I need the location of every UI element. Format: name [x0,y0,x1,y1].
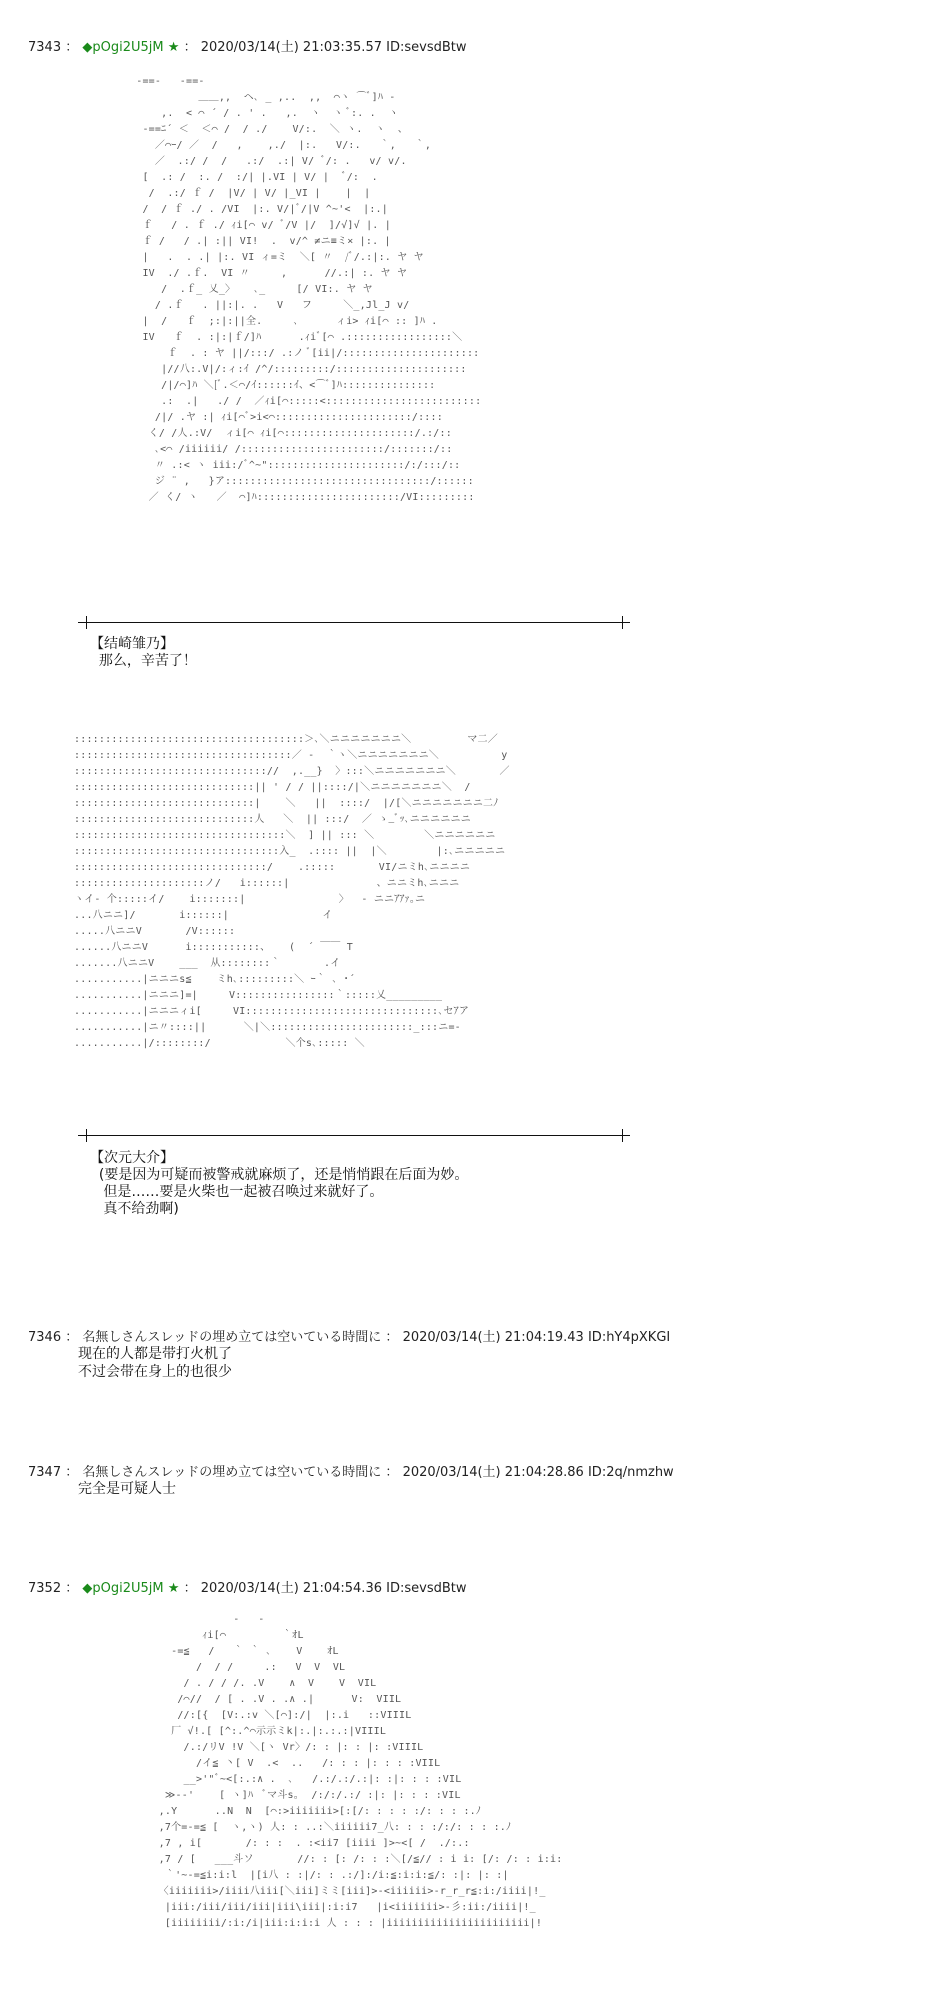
post-header-7347 [28,1461,674,1480]
separator: ： [385,1330,399,1345]
separator: ： [385,1465,399,1480]
divider-cross-left [86,1129,87,1142]
post-number: 7343 [28,40,62,55]
post-id: ID:sevsdBtw [386,1581,467,1596]
separator: ： [65,1465,79,1480]
post-number: 7346 [28,1330,62,1345]
post-datetime: 2020/03/14(土) 21:04:54.36 [200,1581,382,1596]
post-header-7352 [28,1577,467,1596]
separator: ： [183,1581,197,1596]
caption-hinano: 【结崎雏乃】 那么，辛苦了！ [90,636,197,669]
post-line: 完全是可疑人士 [78,1481,176,1497]
post-header-7343 [28,36,467,55]
post-body-7347 [78,1480,176,1498]
tripcode: pOgi2U5jM [92,1581,164,1596]
divider-cross-right [622,1129,623,1142]
separator: ： [65,40,79,55]
post-datetime: 2020/03/14(土) 21:03:35.57 [200,40,382,55]
divider-line [78,622,630,623]
tripcode: pOgi2U5jM [92,40,164,55]
post-datetime: 2020/03/14(土) 21:04:19.43 [402,1330,584,1345]
post-id: ID:hY4pXKGI [587,1330,671,1345]
divider-cross-left [86,616,87,629]
post-id: ID:2q/nmzhw [587,1465,674,1480]
post-line: 现在的人都是带打火机了 [78,1346,232,1362]
trip-mark-icon: ◆ [82,1581,93,1596]
post-body-7346 [78,1345,232,1381]
separator: ： [65,1330,79,1345]
post-number: 7352 [28,1581,62,1596]
poster-name: 名無しさんスレッドの埋め立ては空いている時間に [82,1330,382,1345]
separator: ： [183,40,197,55]
star-icon: ★ [167,40,180,55]
divider-cross-right [622,616,623,629]
ascii-art-jigen: :::::::::::::::::::::::::::::::::::::＞､＼ニニニニニニニ＼ マ二／ :::::::::::::::::::::::::::::::::::／ - ｀ヽ＼ニニニニニニニ＼ y :::::::::::::::::::::::::::::::// ,.__} 〉:::＼ニニニニニニニ＼ ／ :::::::::::::::::::::::::::::|| ' / / ||::::/|＼ニニニニニニニ＼ / :::::::::::::::::::::::::::::| ＼ || ::::/ |/[＼ニニニニニニニ二ﾉ :::::::::::::::::::::::::::::人 ＼ || :::/ ／ ゝ_ﾞｯ､ニニニニニニ ::::::::::::::::::::::::::::::::::＼ ] || ::: ＼ ＼ニニニニニニ :::::::::::::::::::::::::::::::::入_ .:::: || |＼ |:､ニニニニニ :::::::::::::::::::::::::::::::/ .::::: VI/ニミh､ニニニニ :::::::::::::::::::::ノ/ i::::::| 、ニニミh､ニニニ ヽイ- 个:::::イ/ i:::::::| 〉 - ニニｱｱｧ｡ニ ...八ニニ]/ i::::::| イ .....八ニニV /V:::::: ......八ニニV i:::::::::::、 ( ´ ￣￣ T .......八ニニV ___ 从::::::::｀ .イ ...........|ニニニs≦ ミh､:::::::::＼ ｰ｀ ､ ･´ ...........|ニニニ]=| V::::::::::::::::｀:::::乂_________ ...........|ニニニィi[ VI:::::::::::::::::::::::::::::::､セｱア ...........|ニ〃::::|| ＼|＼:::::::::::::::::::::::_:::ニ=- ...........|/::::::::/ ＼个s､::::: ＼ [74,734,510,1049]
trip-mark-icon: ◆ [82,40,93,55]
separator: ： [65,1581,79,1596]
ascii-art-lupin: - - ｨi[⌒ ｀ｵL -=≦ / ｀ ｀ ､ V ｵL / / / .: V V VL / . / / /. .V ∧ V V VIL /⌒// / [ . .V . .∧ .| V: VIIL //:[{ [V:.:v ＼[⌒]:/| |:.i ::VIIIL 厂 √!.[ [^:.^⌒示示ミk|:.|:.:.:|VIIIL /.:/リV !V ＼[ヽ Vr〉/: : |: : |: :VIIIL /イ≦ 丶[ V .< .. /: : : |: : : :VIIL __>'"ﾞ~<[:.:∧ . ､ /.:/.:/.:|: :|: : : :VIL ≫-‐' [ ヽ]ﾊ ﾞマ斗s｡ /:/:/.:/ :|: |: : : :VIL ,.Y ..N N [⌒:>iiiiiii>[:[/: : : : :/: : : :.ﾉ ,7个=-=≦ [ ヽ,ヽ) 人: : ..:＼iiiiii7_八: : : :/:/: : : :.ﾉ ,7 , i[ /: : : . :<ii7 [iiii ]>~<[ / ./:.: ,7 / [ ___斗ソ //: : [: /: : :＼[/≦// : i i: [/: /: : i:i: ｀'~-=≦i:i:l |[i八 : :|/: : .:/]:/i:≦:i:i:≦/: :|: |: :| 〈iiiiiii>/iiii八iii[＼iii]ミミ[iii]>-<iiiiii>-r_r_r≦:i:/iiii|!_ |iii:/iii/iii/iii|iii\iii|:i:i7 |i<iiiiiii>-彡:ii:/iiii|!_ [iiiiiiii/:i:/i|iii:i:i:i 人 : : : |iiiiiiiiiiiiiiiiiiiiiii|! [158,1614,563,1929]
post-datetime: 2020/03/14(土) 21:04:28.86 [402,1465,584,1480]
star-icon: ★ [167,1581,180,1596]
caption-jigen: 【次元大介】 (要是因为可疑而被警戒就麻烦了，还是悄悄跟在后面为妙。 但是……要是火柴也一起被召唤过来就好了。 真不给劲啊) [90,1150,469,1217]
divider-line [78,1135,630,1136]
post-number: 7347 [28,1465,62,1480]
post-header-7346 [28,1326,670,1345]
ascii-art-hinano: -==- -==- ＿＿,, ヘ､ _ ,.. ,, ⌒ヽ ⌒ﾞ]ﾊ - ,. < ⌒ ´ / . ' . ,. ヽ ヽ ﾞ:. . ヽ -==ﾆ´ ＜ ＜⌒ / / ./ V/:. ＼ ヽ. ヽ 、 ／⌒ｰ/ ／ / , ,./ |:. V/:. ｀, ｀, ／ .:/ / / .:/ .:| V/ ﾞ/: . v/ v/. [ .: / :. / :/| |.VI | V/ | ﾞ/: . / .:/ ｆ / |V/ | V/ |_VI | | | / / ｆ ./ . /VI |:. V/|ﾞ/|V ^~'< |:.| ｆ / . ｆ ./ ｨi[⌒ v/ ﾞ/V |/ ]/√]√ |. | ｆ / / .| :|| VI! . v/^ ≠ニ≡ミ× |:. | | . . .| |:. VI ィ=ミ ＼[ 〃 /ﾞ/.:|:. ヤ ヤ IV ./ .ｆ. VI 〃 , //.:| :. ヤ ヤ / .ｆ_ 乂_〉 ､_ [/ VI:. ヤ ヤ / .ｆ . ||:|. . V フ ＼_,Jl_J v/ | / ｆ ;:|:||全. ､ ィi> ｨi[⌒ :: ]ﾊ . IV ｆ . :|:|ｆ/]ﾊ .ｨiﾞ[⌒ .:::::::::::::::::＼ ｆ . : ヤ ||/:::/ .:ノ ﾞ[ii|/:::::::::::::::::::::: |//八:.V|/:ィ:ｲ /^/:::::::::/::::::::::::::::::::: /|/⌒]ﾊ ＼[ﾞ.＜⌒/ｲ::::::ｲ、<⌒ﾞ]ﾊ::::::::::::::: .: .| ./ / ／ｨi[⌒:::::<::::::::::::::::::::::::: /|/ .ヤ :| ｨi[⌒ﾞ>i<⌒::::::::::::::::::::::/:::: く/ /人.:V/ ィi[⌒ ｨi[⌒:::::::::::::::::::::/.:/:: ､<⌒ /iiiiii/ /:::::::::::::::::::::::/:::::::/:: 〃 .:< ヽ iii:/ﾞ^~"::::::::::::::::::::::/:/:::/:: ジ ¨ , }ア:::::::::::::::::::::::::::::::::/:::::: ／ く/ ヽ ／ ⌒]ﾊ:::::::::::::::::::::::/VI::::::::: [136,76,482,503]
poster-name: 名無しさんスレッドの埋め立ては空いている時間に [82,1465,382,1480]
post-id: ID:sevsdBtw [386,40,467,55]
post-line: 不过会带在身上的也很少 [78,1364,232,1380]
